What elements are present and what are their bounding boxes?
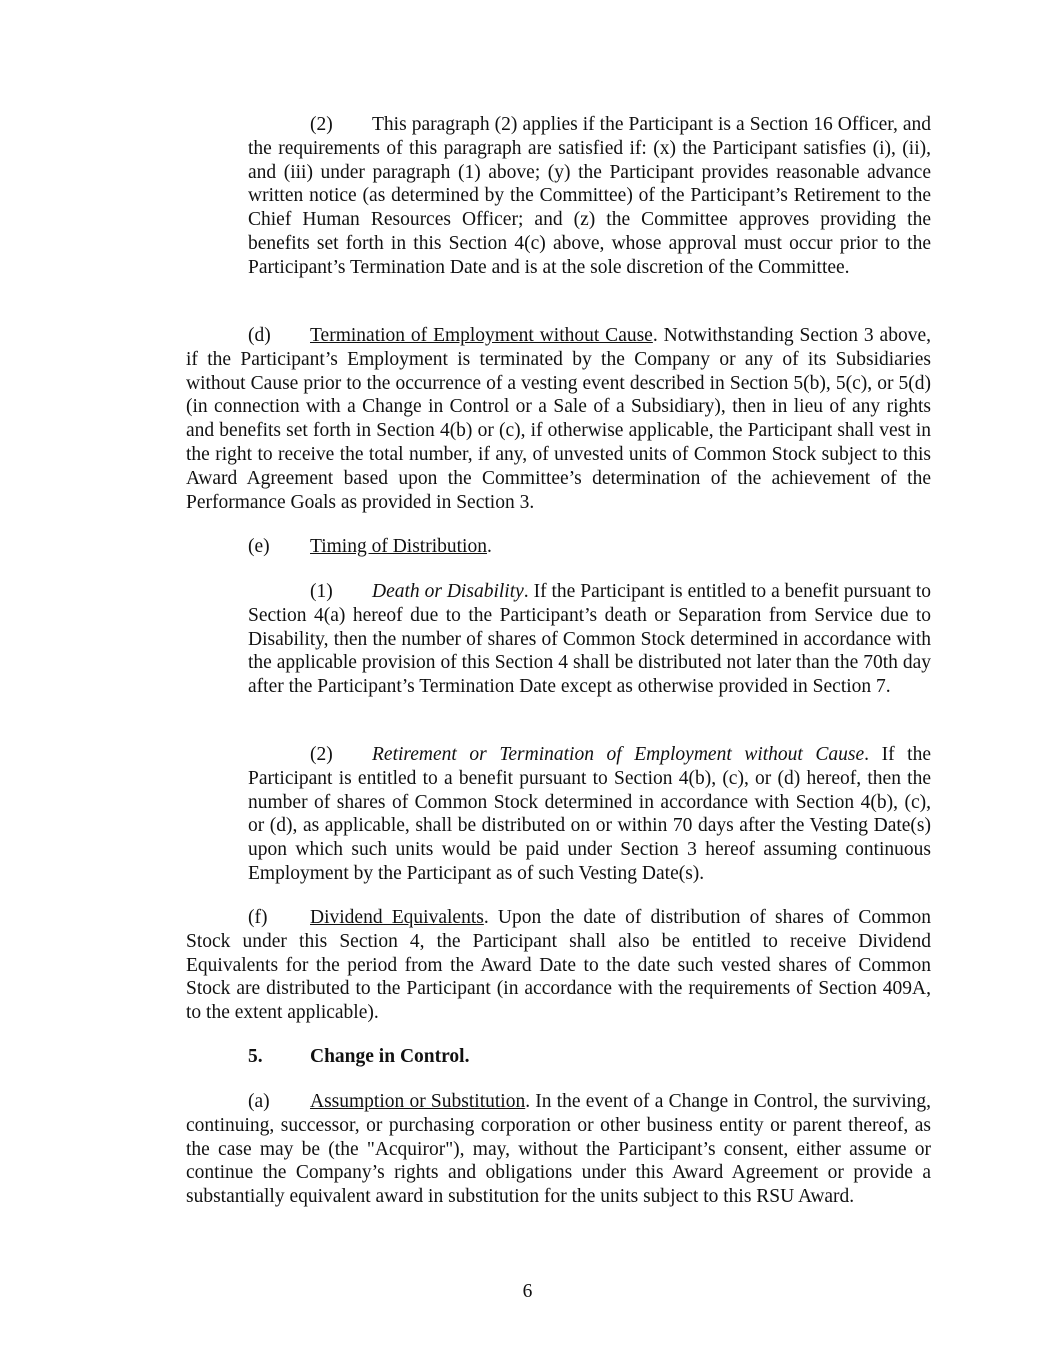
paragraph-text: . Notwithstanding Section 3 above, if the Participant’s Employment is terminated by the Company or any of its Subsidiaries without Cause prior to the occurrence of a vesting event described in Section 5(b), 5(c), or 5(d) (in connection with a Change in Control or a Sale of a Subsidiary), then in lieu of any rights and benefits set forth in Section 4(b) or (c), if otherwise applicable, the Participant shall vest in the right to receive the total number, if any, of unvested units of Common Stock subject to this Award Agreement based upon the Committee’s determination of the achievement of the Performance Goals as provided in Section 3.	[186, 325, 931, 513]
paragraph-label: (e)	[248, 536, 270, 557]
section-number: 5.	[248, 1046, 263, 1067]
paragraph-heading: Dividend Equivalents	[310, 907, 484, 928]
paragraph-heading: Timing of Distribution	[310, 536, 487, 557]
paragraph-text: . If the Participant is entitled to a benefit pursuant to Section 4(a) hereof due to the Participant’s death or Separation from Service due to Disability, then the number of shares of Common Stock determined in accordance with the applicable provision of this Section 4 shall be distributed not later than the 70th day after the Participant’s Termination Date except as otherwise provided in Section 7.	[248, 581, 931, 698]
paragraph-text: . If the Participant is entitled to a benefit pursuant to Section 4(b), (c), or (d) hereof, then the number of shares of Common Stock determined in accordance with Section 4(b), (c), or (d), as applicable, shall be distributed on or within 70 days after the Vesting Date(s) upon which such units would be paid under Section 3 hereof assuming continuous Employment by the Participant as of such Vesting Date(s).	[248, 744, 931, 884]
paragraph-heading: Assumption or Substitution	[310, 1091, 526, 1112]
paragraph-4e	[186, 535, 931, 559]
paragraph-trail: .	[486, 536, 492, 557]
paragraph-heading: Retirement or Termination of Employment without Cause	[372, 744, 865, 765]
paragraph-text: . In the event of a Change in Control, the surviving, continuing, successor, or purchasing corporation or other business entity or parent thereof, as the case may be (the "Acquiror"), may, without the Participant’s consent, either assume or continue the Company’s rights and obligations under this Award Agreement or provide a substantially equivalent award in substitution for the units subject to this RSU Award.	[186, 1091, 931, 1208]
paragraph-heading: Termination of Employment without Cause	[310, 325, 653, 346]
paragraph-label: (1)	[310, 581, 333, 602]
paragraph-label: (a)	[248, 1091, 270, 1112]
paragraph-heading: Death or Disability	[372, 581, 524, 602]
paragraph-4e-2	[248, 743, 931, 886]
paragraph-label: (2)	[310, 744, 333, 765]
paragraph-label: (d)	[248, 325, 271, 346]
paragraph-text: This paragraph (2) applies if the Participant is a Section 16 Officer, and the requirements of this paragraph are satisfied if: (x) the Participant satisfies (i), (ii), and (iii) under paragraph (1) above; (y) the Participant provides reasonable advance written notice (as determined by the Committee) of the Participant’s Retirement to the Chief Human Resources Officer; and (z) the Committee approves providing the benefits set forth in this Section 4(c) above, whose approval must occur prior to the Participant’s Termination Date and is at the sole discretion of the Committee.	[248, 114, 931, 278]
paragraph-4e-1	[248, 580, 931, 699]
paragraph-label: (f)	[248, 907, 268, 928]
paragraph-4c-2	[248, 113, 931, 280]
section-5-heading	[186, 1045, 931, 1069]
paragraph-5a	[186, 1090, 931, 1209]
paragraph-4f	[186, 906, 931, 1025]
paragraph-label: (2)	[310, 114, 333, 135]
paragraph-4d	[186, 324, 931, 514]
section-title: Change in Control.	[310, 1046, 470, 1067]
page-number: 6	[522, 1281, 533, 1302]
paragraph-text: . Upon the date of distribution of shares of Common Stock under this Section 4, the Participant shall also be entitled to receive Dividend Equivalents for the period from the Award Date to the date such vested shares of Common Stock are distributed to the Participant (in accordance with the requirements of Section 409A, to the extent applicable).	[186, 907, 931, 1024]
